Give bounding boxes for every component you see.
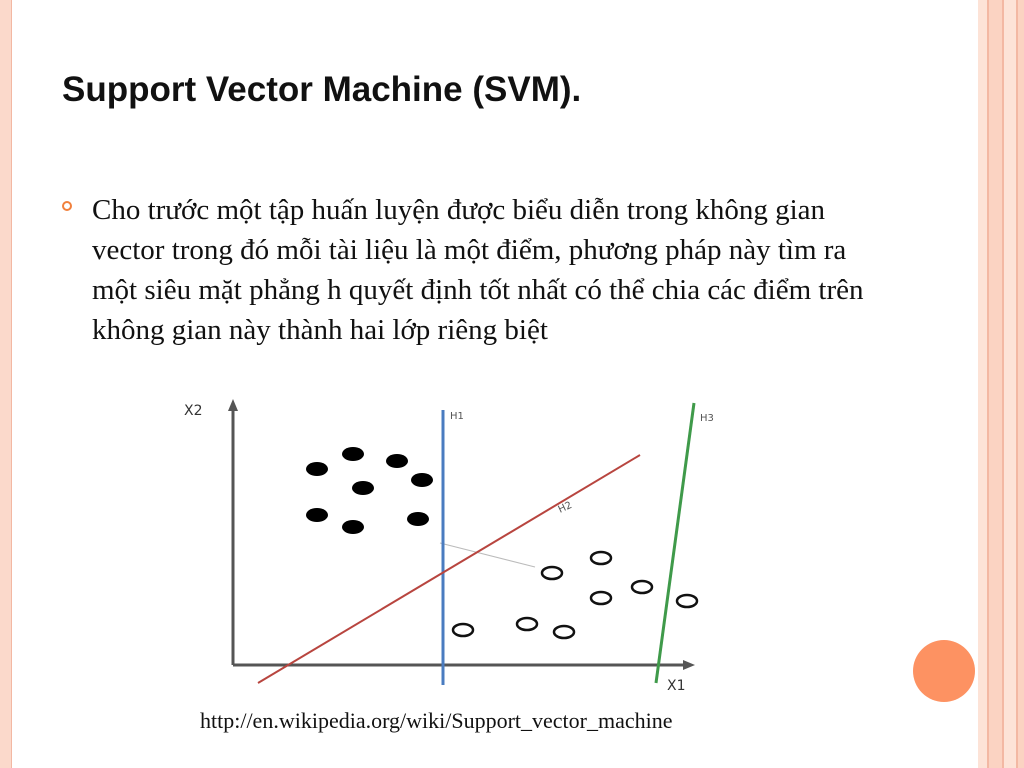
hollow-point	[632, 581, 652, 593]
filled-point	[352, 481, 374, 495]
filled-point	[411, 473, 433, 487]
hollow-points	[453, 552, 697, 638]
y-axis-arrow	[228, 399, 238, 411]
right-border	[978, 0, 1024, 768]
hollow-point	[542, 567, 562, 579]
bullet-text: Cho trước một tập huấn luyện được biểu diễn trong không gian vector trong đó mỗi tài liệu là một điểm, phương pháp này tìm ra một siêu mặt phẳng h quyết định tốt nhất có thể chia các điểm trên không gian này thành hai lớp riêng biệt	[92, 194, 864, 346]
hollow-point	[677, 595, 697, 607]
filled-point	[386, 454, 408, 468]
svm-diagram	[170, 395, 714, 700]
bullet-icon	[62, 201, 72, 211]
axes	[233, 405, 690, 665]
hollow-point	[453, 624, 473, 636]
filled-point	[407, 512, 429, 526]
slide-title: Support Vector Machine (SVM).	[62, 70, 582, 109]
filled-point	[306, 462, 328, 476]
h2-label: H2	[556, 499, 574, 516]
filled-point	[306, 508, 328, 522]
hollow-point	[591, 592, 611, 604]
h3-label: H3	[700, 413, 714, 424]
decorative-circle	[913, 640, 975, 702]
hyperplane-h2	[258, 455, 640, 683]
hollow-point	[517, 618, 537, 630]
filled-points	[306, 447, 433, 534]
left-border	[0, 0, 12, 768]
hollow-point	[591, 552, 611, 564]
hyperplane-h3	[656, 403, 694, 683]
y-axis-label: X2	[184, 403, 203, 419]
x-axis-arrow	[683, 660, 695, 670]
filled-point	[342, 447, 364, 461]
filled-point	[342, 520, 364, 534]
x-axis-label: X1	[667, 678, 686, 694]
h1-label: H1	[450, 411, 464, 422]
source-link[interactable]: http://en.wikipedia.org/wiki/Support_vector_machine	[200, 708, 673, 733]
hollow-point	[554, 626, 574, 638]
